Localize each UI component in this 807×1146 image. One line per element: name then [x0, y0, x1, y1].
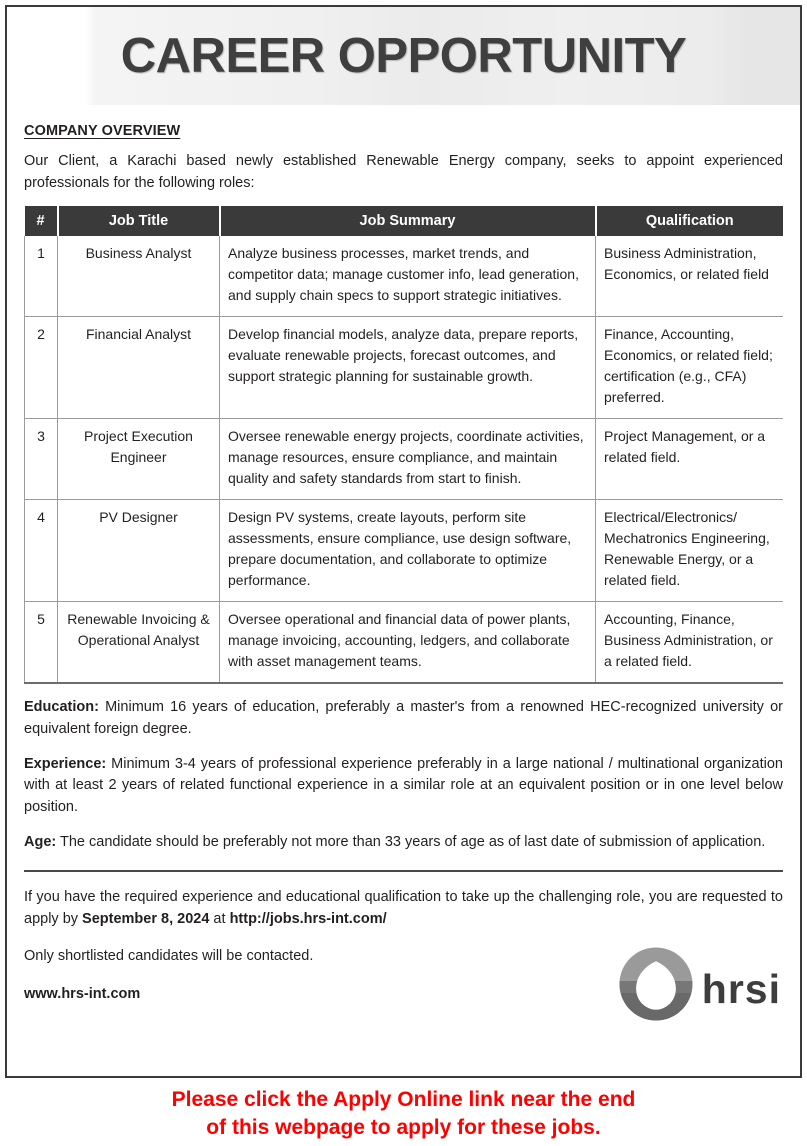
job-summary: Design PV systems, create layouts, perform site assessments, ensure compliance, use design software, prepare documentation, and collaborate to optimize performance. [220, 500, 596, 602]
apply-url-link[interactable]: http://jobs.hrs-int.com/ [229, 911, 387, 928]
company-overview-heading: COMPANY OVERVIEW [24, 123, 181, 139]
table-row [25, 317, 784, 419]
apply-instructions [24, 886, 783, 931]
job-qualification: Finance, Accounting, Economics, or related field; certification (e.g., CFA) preferred. [596, 317, 784, 419]
job-summary: Oversee operational and financial data of power plants, manage invoicing, accounting, ledgers, and collaborate with asset management teams. [220, 602, 596, 684]
section-divider [24, 870, 783, 872]
table-row [25, 500, 784, 602]
column-header-qualification: Qualification [596, 206, 784, 236]
job-summary: Oversee renewable energy projects, coordinate activities, manage resources, ensure compliance, and maintain quality and safety standards from start to finish. [220, 419, 596, 500]
table-row [25, 419, 784, 500]
notice-line-1: Please click the Apply Online link near the end [171, 1088, 636, 1111]
row-number: 2 [25, 317, 58, 419]
job-qualification: Electrical/Electronics/ Mechatronics Engineering, Renewable Energy, or a related field. [596, 500, 784, 602]
experience-label: Experience: [24, 755, 107, 772]
column-header-number: # [25, 206, 58, 236]
age-requirement [24, 832, 783, 854]
job-title: Project Execution Engineer [58, 419, 220, 500]
job-qualification: Business Administration, Economics, or related field [596, 236, 784, 317]
advertisement-box [5, 5, 802, 1078]
advertisement-content [7, 105, 800, 1024]
jobs-table-header [25, 206, 784, 236]
column-header-job-title: Job Title [58, 206, 220, 236]
education-requirement [24, 697, 783, 741]
jobs-table-body [25, 236, 784, 683]
table-row [25, 602, 784, 684]
row-number: 1 [25, 236, 58, 317]
table-row [25, 236, 784, 317]
apply-text-middle: at [209, 911, 230, 928]
notice-line-2: of this webpage to apply for these jobs. [206, 1116, 601, 1140]
column-header-job-summary: Job Summary [220, 206, 596, 236]
job-title: PV Designer [58, 500, 220, 602]
footer [24, 948, 783, 1024]
age-text: The candidate should be preferably not more than 33 years of age as of last date of submission of application. [56, 833, 766, 850]
job-summary: Analyze business processes, market trends, and competitor data; manage customer info, lead generation, and supply chain specs to support strategic initiatives. [220, 236, 596, 317]
apply-online-notice [0, 1086, 807, 1143]
row-number: 4 [25, 500, 58, 602]
shortlist-note: Only shortlisted candidates will be contacted. [24, 947, 314, 964]
apply-text-before: If you have the required experience and educational qualification to take up the challenging role, you are requested to apply by [24, 888, 783, 928]
age-label: Age: [24, 833, 57, 850]
hrsi-ring-icon [618, 946, 694, 1027]
jobs-table [24, 206, 783, 684]
company-overview-intro: Our Client, a Karachi based newly established Renewable Energy company, seeks to appoint experienced professionals for the following roles: [24, 153, 783, 192]
row-number: 5 [25, 602, 58, 684]
job-title: Business Analyst [58, 236, 220, 317]
job-title: Renewable Invoicing & Operational Analyst [58, 602, 220, 684]
page-title: CAREER OPPORTUNITY [120, 29, 687, 83]
job-qualification: Project Management, or a related field. [596, 419, 784, 500]
banner [7, 7, 800, 105]
job-qualification: Accounting, Finance, Business Administration, or a related field. [596, 602, 784, 684]
experience-requirement [24, 754, 783, 819]
apply-deadline: September 8, 2024 [82, 911, 210, 928]
footer-text-block [24, 948, 584, 1002]
education-label: Education: [24, 699, 99, 716]
hrsi-logo [618, 946, 781, 1027]
job-summary: Develop financial models, analyze data, prepare reports, evaluate renewable projects, forecast outcomes, and support strategic planning for sustainable growth. [220, 317, 596, 419]
company-website[interactable]: www.hrs-int.com [24, 985, 141, 1002]
experience-text: Minimum 3-4 years of professional experience preferably in a large national / multinational organization with at least 2 years of related functional experience in a similar role at an equivalent position or in one level below position. [24, 755, 783, 816]
job-title: Financial Analyst [58, 317, 220, 419]
hrsi-wordmark: hrsi [701, 965, 781, 1012]
table-header-row [25, 206, 784, 236]
row-number: 3 [25, 419, 58, 500]
education-text: Minimum 16 years of education, preferably a master's from a renowned HEC-recognized university or equivalent foreign degree. [24, 699, 783, 737]
